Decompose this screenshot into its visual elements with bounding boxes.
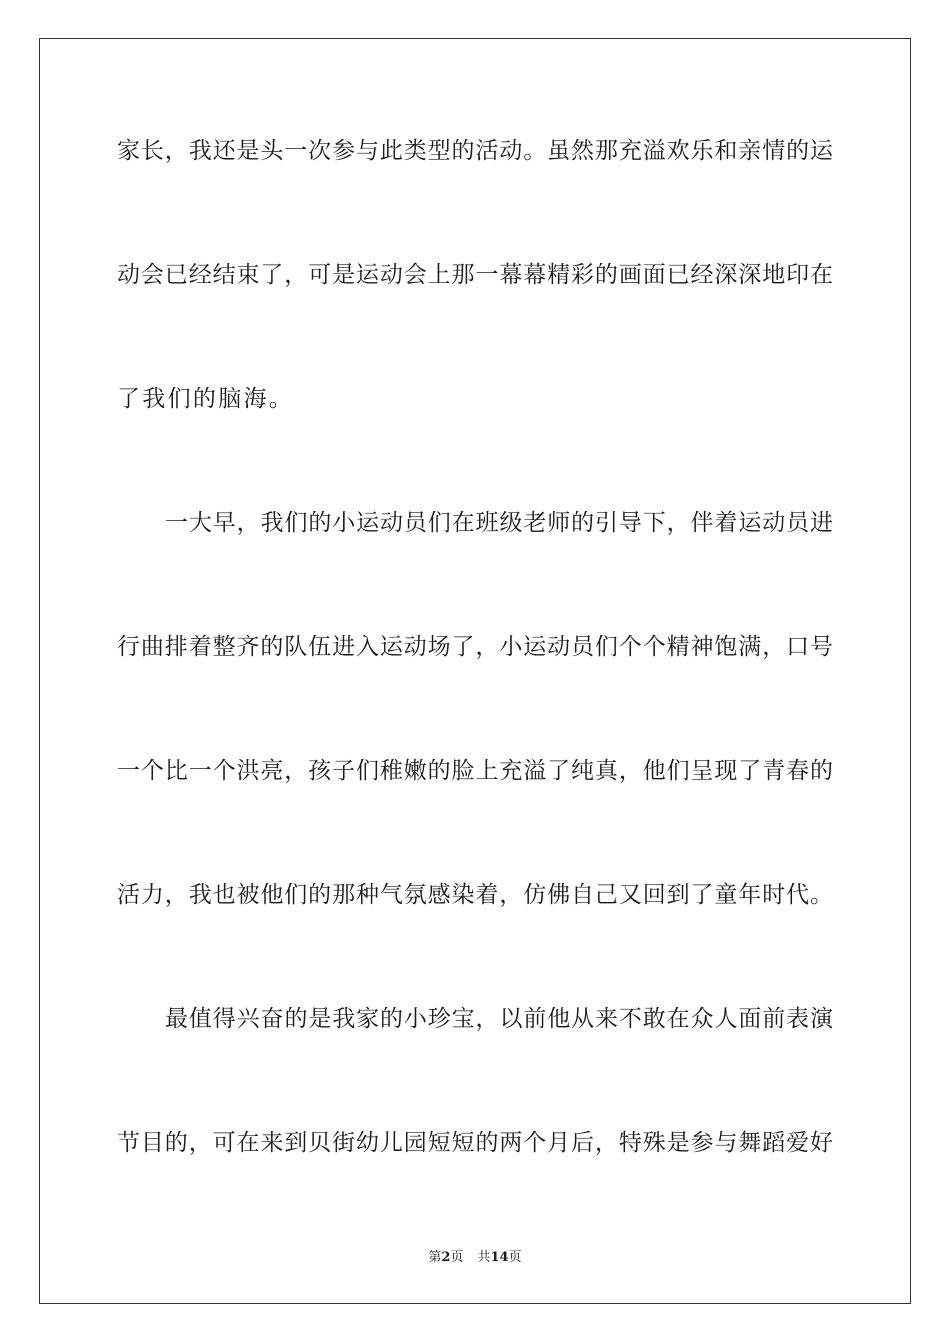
footer-page-suffix: 页 <box>450 1250 464 1265</box>
text-line-5: 行曲排着整齐的队伍进入运动场了，小运动员们个个精神饱满，口号 <box>117 634 833 660</box>
footer-page-number: 2 <box>441 1250 451 1265</box>
text-line-3: 了我们的脑海。 <box>117 386 295 412</box>
footer-total-prefix: 共 <box>477 1250 491 1265</box>
text-line-9: 节目的，可在来到贝街幼儿园短短的两个月后，特殊是参与舞蹈爱好 <box>117 1130 833 1156</box>
text-line-4: 一大早，我们的小运动员们在班级老师的引导下，伴着运动员进 <box>165 510 833 536</box>
text-line-7: 活力，我也被他们的那种气氛感染着，仿佛自己又回到了童年时代。 <box>117 882 833 908</box>
page-border <box>39 38 911 1304</box>
text-line-6: 一个比一个洪亮，孩子们稚嫩的脸上充溢了纯真，他们呈现了青春的 <box>117 758 833 784</box>
page-footer <box>0 1246 950 1265</box>
footer-total-suffix: 页 <box>508 1250 522 1265</box>
text-line-8: 最值得兴奋的是我家的小珍宝，以前他从来不敢在众人面前表演 <box>165 1006 833 1032</box>
footer-page-prefix: 第 <box>428 1250 442 1265</box>
text-line-2: 动会已经结束了，可是运动会上那一幕幕精彩的画面已经深深地印在 <box>117 262 833 288</box>
footer-total-pages: 14 <box>490 1250 509 1265</box>
text-line-1: 家长，我还是头一次参与此类型的活动。虽然那充溢欢乐和亲情的运 <box>117 138 833 164</box>
